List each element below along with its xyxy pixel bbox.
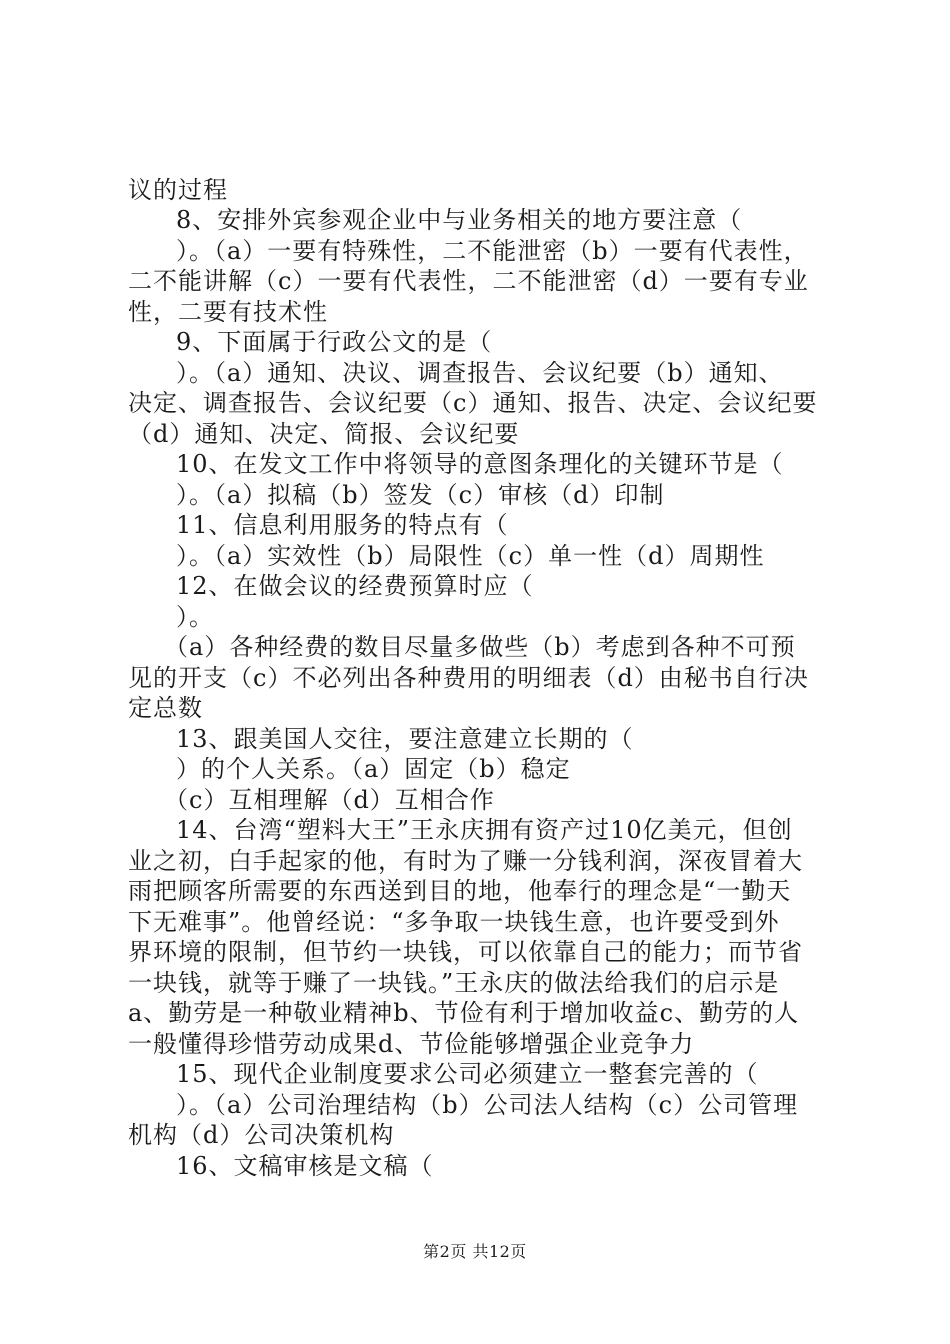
- question-15-stem: 15、现代企业制度要求公司必须建立一整套完善的（: [176, 1060, 759, 1088]
- text-line: 界环境的限制，但节约一块钱，可以依靠自己的能力；而节省: [128, 938, 803, 966]
- text-line: 见的开支（c）不必列出各种费用的明细表（d）由秘书自行决: [128, 664, 809, 692]
- text-line: 雨把顾客所需要的东西送到目的地，他奉行的理念是“一勤天: [128, 877, 792, 905]
- text-line: 二不能讲解（c）一要有代表性，二不能泄密（d）一要有专业: [128, 267, 809, 295]
- text-line: 业之初，白手起家的他，有时为了赚一分钱利润，深夜冒着大: [128, 847, 803, 875]
- text-line: 一块钱，就等于赚了一块钱。”王永庆的做法给我们的启示是: [128, 969, 780, 997]
- question-13-options: ）的个人关系。（a）固定（b）稳定: [176, 755, 571, 783]
- question-11-stem: 11、信息利用服务的特点有（: [176, 511, 509, 539]
- question-14-stem: 14、台湾“塑料大王”王永庆拥有资产过10亿美元，但创: [176, 816, 793, 844]
- question-9-stem: 9、下面属于行政公文的是（: [176, 328, 493, 356]
- text-line: 一般懂得珍惜劳动成果d、节俭能够增强企业竞争力: [128, 1030, 695, 1058]
- text-line: 决定、调查报告、会议纪要（c）通知、报告、决定、会议纪要: [128, 389, 818, 417]
- question-9-options: ）。（a）通知、决议、调查报告、会议纪要（b）通知、: [176, 359, 784, 387]
- question-15-options: ）。（a）公司治理结构（b）公司法人结构（c）公司管理: [176, 1091, 799, 1119]
- question-11-options: ）。（a）实效性（b）局限性（c）单一性（d）周期性: [176, 542, 765, 570]
- text-line: 性，二要有技术性: [128, 298, 328, 326]
- question-16-stem: 16、文稿审核是文稿（: [176, 1152, 434, 1180]
- question-12-stem: 12、在做会议的经费预算时应（: [176, 572, 534, 600]
- question-14-options: a、勤劳是一种敬业精神b、节俭有利于增加收益c、勤劳的人: [128, 999, 800, 1027]
- question-13-stem: 13、跟美国人交往，要注意建立长期的（: [176, 725, 634, 753]
- text-line: ）。: [176, 603, 214, 631]
- page-footer: 第2页 共12页: [423, 1242, 527, 1261]
- question-8-stem: 8、安排外宾参观企业中与业务相关的地方要注意（: [176, 206, 743, 234]
- text-line: （c）互相理解（d）互相合作: [164, 786, 495, 814]
- text-line: 定总数: [128, 694, 203, 722]
- text-line: 议的过程: [128, 176, 228, 204]
- text-line: （d）通知、决定、简报、会议纪要: [128, 420, 520, 448]
- question-12-options: （a）各种经费的数目尽量多做些（b）考虑到各种不可预: [164, 633, 796, 661]
- text-line: 下无难事”。他曾经说：“多争取一块钱生意，也许要受到外: [128, 908, 780, 936]
- question-10-options: ）。（a）拟稿（b）签发（c）审核（d）印制: [176, 481, 665, 509]
- question-8-options: ）。（a）一要有特殊性，二不能泄密（b）一要有代表性，: [176, 237, 809, 265]
- text-line: 机构（d）公司决策机构: [128, 1121, 395, 1149]
- question-10-stem: 10、在发文工作中将领导的意图条理化的关键环节是（: [176, 450, 784, 478]
